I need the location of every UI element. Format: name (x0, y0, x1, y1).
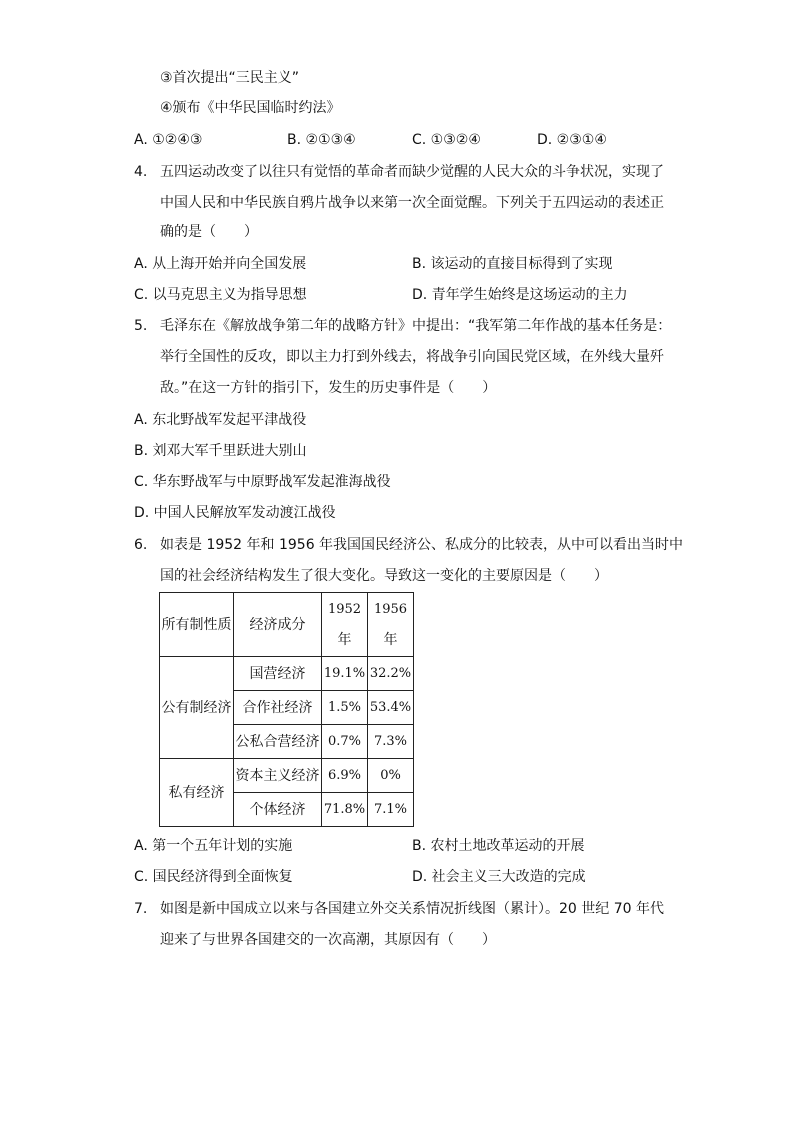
q5-option-b[interactable]: B. 刘邓大军千里跃进大别山 (134, 443, 307, 459)
q5-stem-line-3: 敌。”在这一方针的指引下，发生的历史事件是（ ） (160, 380, 497, 396)
q6-option-a[interactable]: A. 第一个五年计划的实施 (134, 838, 293, 854)
row-name: 资本主义经济 (234, 759, 322, 793)
q4-stem-line-2: 中国人民和中华民族自鸦片战争以来第一次全面觉醒。下列关于五四运动的表述正 (160, 195, 664, 211)
value-1956: 0% (368, 759, 414, 793)
q4-option-c[interactable]: C. 以马克思主义为指导思想 (134, 287, 307, 303)
q5-option-d[interactable]: D. 中国人民解放军发动渡江战役 (134, 505, 336, 521)
q4-stem-line-1: 五四运动改变了以往只有觉悟的革命者而缺少觉醒的人民大众的斗争状况，实现了 (160, 164, 664, 180)
q6-stem-line-2: 国的社会经济结构发生了很大变化。导致这一变化的主要原因是（ ） (160, 568, 608, 584)
value-1952: 19.1% (322, 657, 368, 691)
row-name: 国营经济 (234, 657, 322, 691)
q5-number: 5. (134, 318, 148, 334)
value-1956: 32.2% (368, 657, 414, 691)
row-name: 个体经济 (234, 793, 322, 827)
q4-option-b[interactable]: B. 该运动的直接目标得到了实现 (412, 256, 613, 272)
q6-option-c[interactable]: C. 国民经济得到全面恢复 (134, 869, 293, 885)
private-ownership-label: 私有经济 (160, 759, 234, 827)
row-name: 合作社经济 (234, 691, 322, 725)
economy-comparison-table (159, 592, 414, 827)
q4-option-a[interactable]: A. 从上海开始并向全国发展 (134, 256, 307, 272)
header-1956-year: 1956 (373, 601, 408, 617)
q6-option-d[interactable]: D. 社会主义三大改造的完成 (412, 869, 586, 885)
value-1956: 53.4% (368, 691, 414, 725)
q4-option-d[interactable]: D. 青年学生始终是这场运动的主力 (412, 287, 628, 303)
q3-item-3: ③首次提出“三民主义” (160, 70, 300, 86)
q5-stem-line-1: 毛泽东在《解放战争第二年的战略方针》中提出：“我军第二年作战的基本任务是： (160, 318, 672, 334)
q3-option-c[interactable]: C. ①③②④ (412, 132, 481, 148)
header-1952-unit: 年 (337, 631, 352, 648)
value-1952: 6.9% (322, 759, 368, 793)
public-ownership-label: 公有制经济 (160, 657, 234, 759)
header-1956-unit: 年 (383, 631, 398, 648)
q6-option-b[interactable]: B. 农村土地改革运动的开展 (412, 838, 585, 854)
value-1952: 0.7% (322, 725, 368, 759)
header-1952-year: 1952 (327, 601, 362, 617)
table-row (160, 657, 414, 691)
value-1956: 7.1% (368, 793, 414, 827)
q3-option-a[interactable]: A. ①②④③ (134, 132, 203, 148)
q6-stem-line-1: 如表是 1952 年和 1956 年我国国民经济公、私成分的比较表，从中可以看出当时中 (160, 537, 684, 553)
q4-stem-line-3: 确的是（ ） (160, 224, 258, 240)
q3-option-b[interactable]: B. ②①③④ (287, 132, 356, 148)
table-row (160, 759, 414, 793)
q3-option-d[interactable]: D. ②③①④ (537, 132, 607, 148)
q7-stem-line-2: 迎来了与世界各国建交的一次高潮，其原因有（ ） (160, 932, 496, 948)
value-1952: 71.8% (322, 793, 368, 827)
table-header-row (160, 593, 414, 657)
q3-item-4: ④颁布《中华民国临时约法》 (160, 100, 341, 116)
header-economic-component: 经济成分 (234, 593, 322, 657)
q7-number: 7. (134, 901, 148, 917)
q5-option-c[interactable]: C. 华东野战军与中原野战军发起淮海战役 (134, 474, 391, 490)
row-name: 公私合营经济 (234, 725, 322, 759)
header-ownership-nature: 所有制性质 (160, 593, 234, 657)
q5-option-a[interactable]: A. 东北野战军发起平津战役 (134, 412, 307, 428)
q6-number: 6. (134, 537, 148, 553)
value-1956: 7.3% (368, 725, 414, 759)
header-1956 (368, 593, 414, 657)
q7-stem-line-1: 如图是新中国成立以来与各国建立外交关系情况折线图（累计）。20 世纪 70 年代 (160, 901, 664, 917)
q5-stem-line-2: 举行全国性的反攻，即以主力打到外线去，将战争引向国民党区域，在外线大量歼 (160, 349, 664, 365)
header-1952 (322, 593, 368, 657)
value-1952: 1.5% (322, 691, 368, 725)
q4-number: 4. (134, 164, 148, 180)
